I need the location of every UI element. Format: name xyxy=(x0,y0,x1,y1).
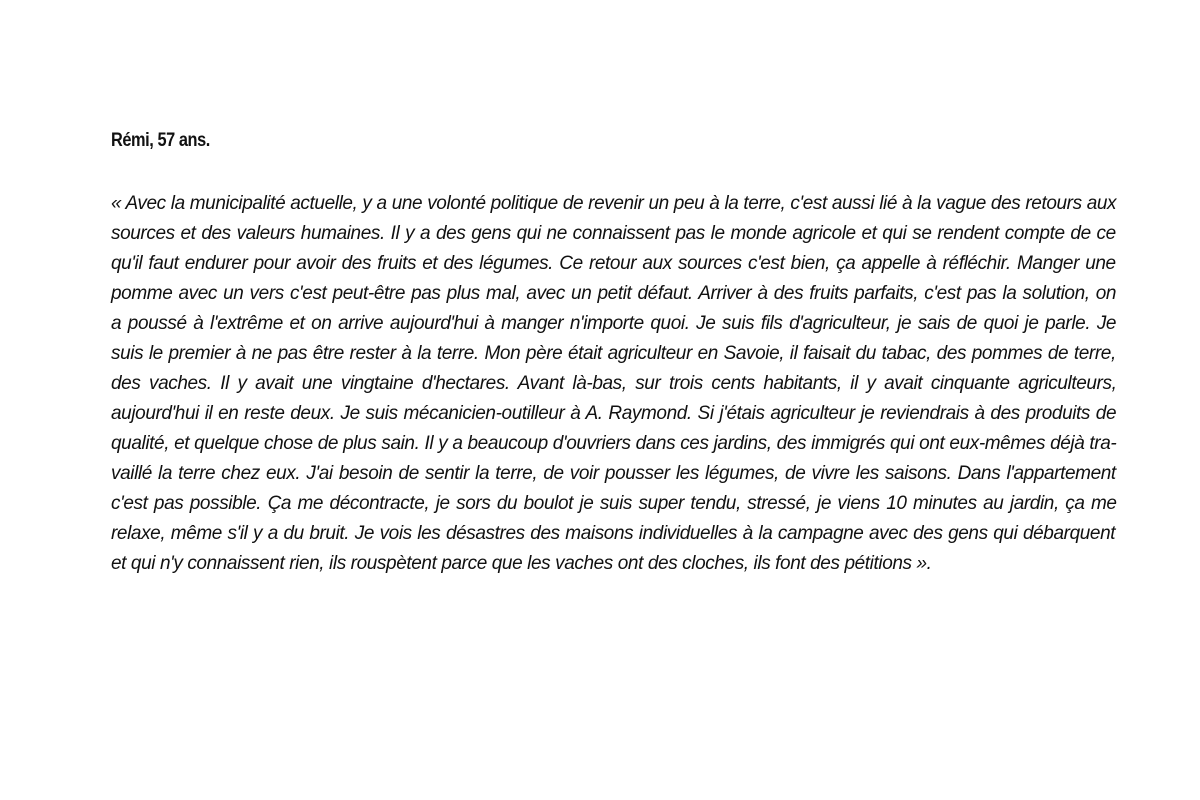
quote-line: qu'il faut endurer pour avoir des fruits et des légumes. Ce retour aux sources c'est bien, ça appelle à réfléchir. Manger une xyxy=(111,253,1116,274)
speaker-heading: Rémi, 57 ans. xyxy=(111,130,210,151)
quote-line: aujourd'hui il en reste deux. Je suis mécanicien-outilleur à A. Raymond. Si j'étais agriculteur je reviendrais à des produits de xyxy=(111,403,1117,424)
testimony-quote xyxy=(111,189,1116,579)
quote-line: pomme avec un vers c'est peut-être pas plus mal, avec un petit défaut. Arriver à des fruits parfaits, c'est pas la solution, on xyxy=(111,283,1117,304)
quote-line: vaillé la terre chez eux. J'ai besoin de sentir la terre, de voir pousser les légumes, de vivre les saisons. Dans l'appartement xyxy=(111,463,1116,484)
quote-line-last: et qui n'y connaissent rien, ils rouspètent parce que les vaches ont des cloches, ils font des pétitions ». xyxy=(111,553,932,574)
quote-line: suis le premier à ne pas être rester à la terre. Mon père était agriculteur en Savoie, il faisait du tabac, des pommes de terre, xyxy=(111,343,1116,364)
quote-line: sources et des valeurs humaines. Il y a des gens qui ne connaissent pas le monde agricole et qui se rendent compte de ce xyxy=(111,223,1116,244)
quote-line: « Avec la municipalité actuelle, y a une volonté politique de revenir un peu à la terre, c'est aussi lié à la vague des retours aux xyxy=(111,193,1117,214)
quote-line: a poussé à l'extrême et on arrive aujourd'hui à manger n'importe quoi. Je suis fils d'agriculteur, je sais de quoi je parle. Je xyxy=(111,313,1117,334)
quote-line: relaxe, même s'il y a du bruit. Je vois les désastres des maisons individuelles à la campagne avec des gens qui débarquent xyxy=(111,523,1116,544)
quote-line: c'est pas possible. Ça me décontracte, je sors du boulot je suis super tendu, stressé, je viens 10 minutes au jardin, ça me xyxy=(111,493,1117,514)
quote-line: des vaches. Il y avait une vingtaine d'hectares. Avant là-bas, sur trois cents habitants, il y avait cinquante agriculteurs, xyxy=(111,373,1117,394)
quote-line: qualité, et quelque chose de plus sain. Il y a beaucoup d'ouvriers dans ces jardins, des immigrés qui ont eux-mêmes déjà tra- xyxy=(111,433,1117,454)
